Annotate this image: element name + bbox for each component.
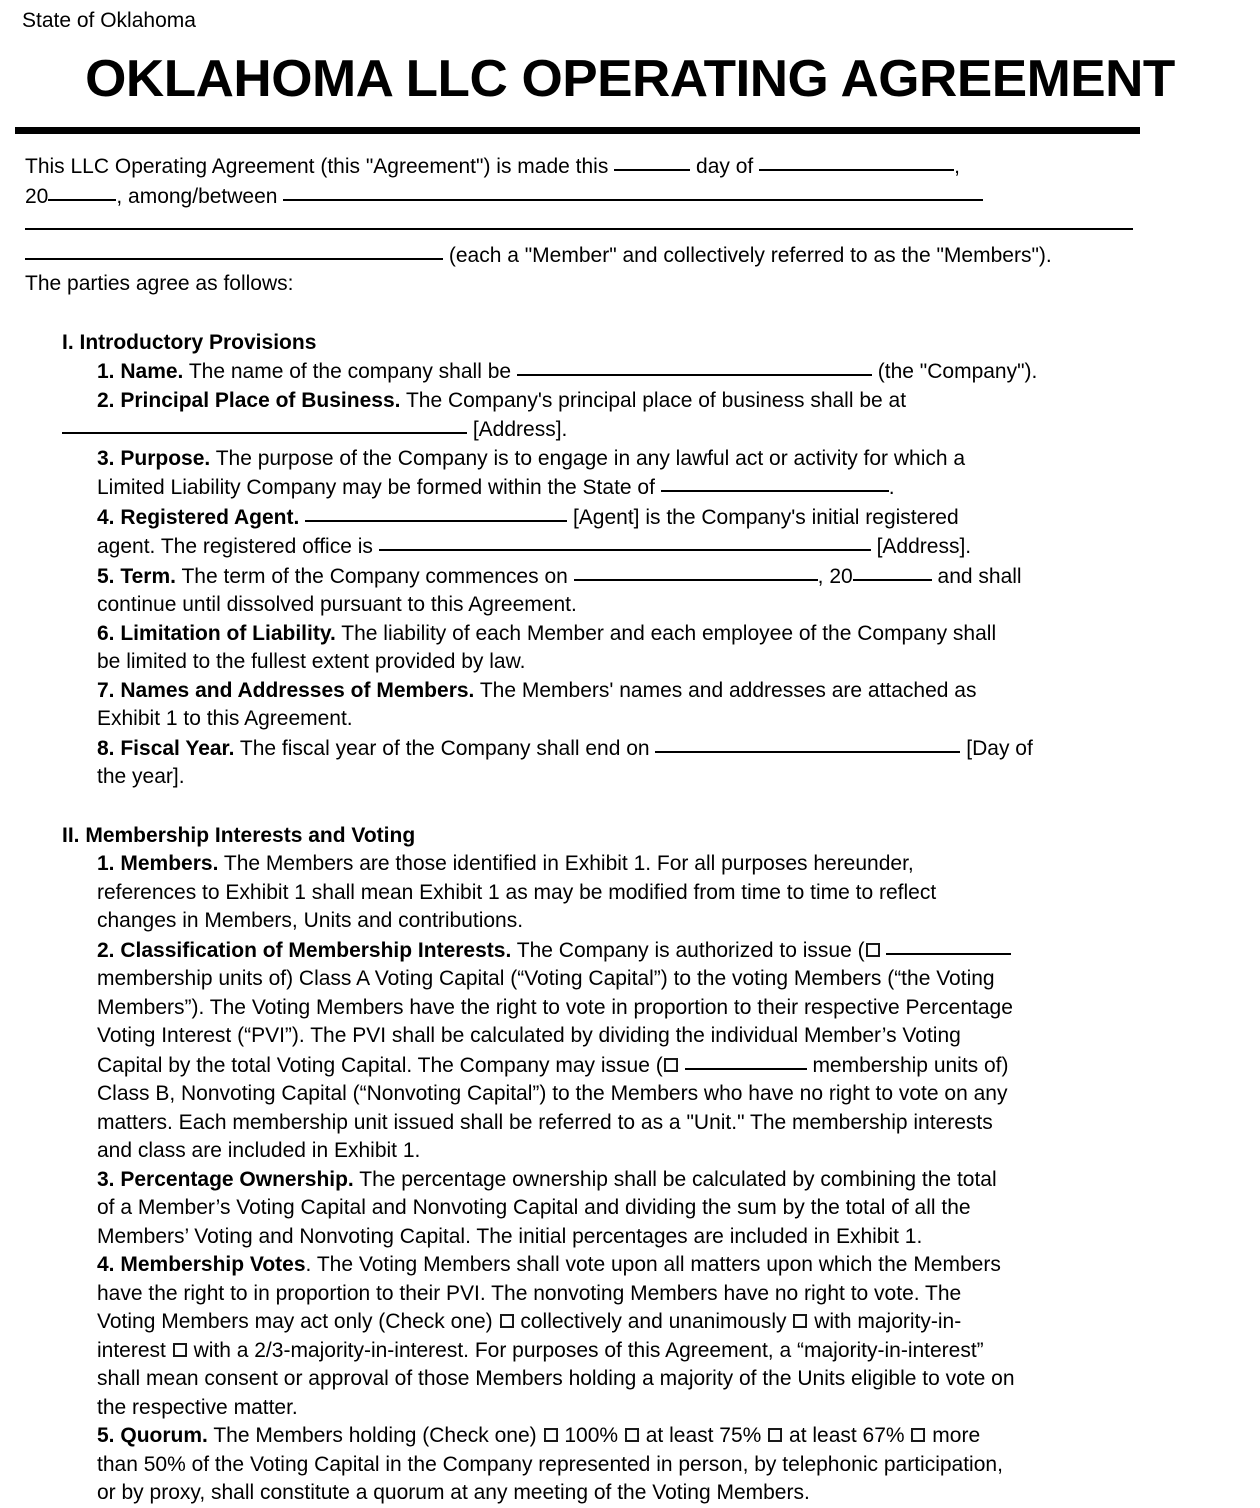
item-ii-1-text-a: The Members are those identified in Exhibit 1. For all purposes hereunder, xyxy=(223,852,914,875)
item-4-title: Registered Agent. xyxy=(120,505,300,529)
item-ii-1-title: Members. xyxy=(120,852,219,875)
item-ii-4-text-a: The Voting Members shall vote upon all matters upon which the Members xyxy=(316,1253,1001,1276)
item-4-text-c: [Address]. xyxy=(876,535,972,558)
item-ii-2-classification xyxy=(97,936,1132,1166)
item-ii-2-text-g: Class B, Nonvoting Capital (“Nonvoting Capital”) to the Members who have no right to vote on any xyxy=(97,1082,1008,1105)
item-2-text-b: [Address]. xyxy=(472,418,568,441)
intro-line-2 xyxy=(25,182,1140,212)
item-4-number: 4. xyxy=(97,505,115,529)
intro-line-4 xyxy=(25,241,1140,271)
item-8-number: 8. xyxy=(97,736,115,760)
item-6-number: 6. xyxy=(97,621,115,645)
intro-text-4a: (each a "Member" and collectively referred to as the "Members"). xyxy=(448,243,1052,267)
blank-commencement-year[interactable] xyxy=(853,562,932,581)
checkbox-quorum-67[interactable] xyxy=(768,1428,782,1442)
intro-text-2b: , among/between xyxy=(116,184,278,208)
blank-parties-1[interactable] xyxy=(283,182,983,201)
item-ii-2-number: 2. xyxy=(97,938,115,962)
item-ii-5-text-f: than 50% of the Voting Capital in the Company represented in person, by telephonic participation, xyxy=(97,1452,1003,1476)
item-1-title: Name. xyxy=(120,360,184,383)
item-5-number: 5. xyxy=(97,564,115,588)
item-1-text-a: The name of the company shall be xyxy=(188,360,512,383)
blank-agent-name[interactable] xyxy=(305,503,567,522)
checkbox-quorum-75[interactable] xyxy=(625,1428,639,1442)
item-ii-2-text-f: membership units of) xyxy=(812,1053,1009,1077)
item-8-text-c: the year]. xyxy=(97,765,185,788)
item-ii-5-text-b: 100% xyxy=(564,1424,619,1447)
blank-state[interactable] xyxy=(661,473,889,492)
item-ii-5-text-d: at least 67% xyxy=(789,1424,905,1447)
item-ii-3-title: Percentage Ownership. xyxy=(120,1167,354,1191)
intro-text-5: The parties agree as follows: xyxy=(25,272,294,295)
blank-class-b-units[interactable] xyxy=(685,1051,807,1070)
item-7-text-b: Exhibit 1 to this Agreement. xyxy=(97,707,353,730)
item-8-title: Fiscal Year. xyxy=(120,736,235,760)
item-ii-2-text-h: matters. Each membership unit issued shall be referred to as a "Unit." The membership interests xyxy=(97,1110,993,1134)
item-ii-4-text-f: interest xyxy=(97,1338,166,1362)
item-4-text-b: agent. The registered office is xyxy=(97,535,373,558)
checkbox-quorum-more-than-50[interactable] xyxy=(911,1428,925,1442)
blank-fiscal-year-end[interactable] xyxy=(655,734,960,753)
item-3-title: Purpose. xyxy=(120,446,211,470)
section-heading-1: I. Introductory Provisions xyxy=(62,330,317,354)
item-ii-4-text-d: collectively and unanimously xyxy=(520,1310,787,1333)
item-4-text-a: [Agent] is the Company's initial registered xyxy=(572,505,959,529)
item-ii-2-text-e: Capital by the total Voting Capital. The Company may issue ( xyxy=(97,1053,663,1077)
item-ii-4-text-h: shall mean consent or approval of those Members holding a majority of the Units eligible to vote on xyxy=(97,1367,1015,1390)
item-3-purpose xyxy=(97,445,1132,503)
checkbox-collectively-unanimously[interactable] xyxy=(500,1314,514,1328)
item-ii-3-text-b: of a Member’s Voting Capital and Nonvoting Capital and dividing the sum by the total of all the xyxy=(97,1196,971,1219)
intro-paragraph xyxy=(25,152,1140,299)
item-5-text-d: continue until dissolved pursuant to this Agreement. xyxy=(97,593,577,616)
item-ii-4-membership-votes xyxy=(97,1251,1132,1422)
intro-text-1c: , xyxy=(954,155,960,178)
title-divider xyxy=(15,127,1140,134)
item-ii-5-title: Quorum. xyxy=(120,1424,208,1447)
item-6-text-a: The liability of each Member and each employee of the Company shall xyxy=(341,621,997,645)
item-ii-4-text-i: the respective matter. xyxy=(97,1395,298,1419)
item-ii-2-text-a: The Company is authorized to issue ( xyxy=(516,938,865,962)
intro-text-1a: This LLC Operating Agreement (this "Agreement") is made this xyxy=(25,155,609,178)
intro-line-5 xyxy=(25,270,1140,299)
blank-parties-3[interactable] xyxy=(25,241,443,260)
item-ii-2-text-c: Members”). The Voting Members have the right to vote in proportion to their respective Percentage xyxy=(97,995,1013,1019)
checkbox-class-a-units[interactable] xyxy=(866,943,880,957)
item-8-fiscal-year xyxy=(97,734,1132,792)
item-6-text-b: be limited to the fullest extent provided by law. xyxy=(97,650,526,673)
item-ii-3-text-c: Members’ Voting and Nonvoting Capital. The initial percentages are included in Exhibit 1. xyxy=(97,1224,923,1248)
item-4-registered-agent xyxy=(97,503,1132,562)
item-2-text-a: The Company's principal place of business shall be at xyxy=(405,388,907,412)
checkbox-majority-in-interest[interactable] xyxy=(793,1314,807,1328)
intro-line-3 xyxy=(25,211,1140,241)
item-6-title: Limitation of Liability. xyxy=(120,621,336,645)
item-1-name xyxy=(97,357,1132,387)
item-ii-1-members xyxy=(97,850,1132,936)
blank-month[interactable] xyxy=(759,152,954,171)
item-ii-2-title: Classification of Membership Interests. xyxy=(120,938,512,962)
item-ii-4-text-b: have the right to in proportion to their PVI. The nonvoting Members have no right to vote. The xyxy=(97,1281,962,1305)
checkbox-two-thirds-majority[interactable] xyxy=(173,1343,187,1357)
item-ii-5-text-c: at least 75% xyxy=(645,1424,762,1447)
item-5-title: Term. xyxy=(120,564,176,588)
item-ii-3-text-a: The percentage ownership shall be calculated by combining the total xyxy=(359,1167,997,1191)
state-label: State of Oklahoma xyxy=(22,9,196,32)
item-7-number: 7. xyxy=(97,678,115,702)
item-3-number: 3. xyxy=(97,446,115,470)
blank-day[interactable] xyxy=(614,152,690,171)
intro-text-1b: day of xyxy=(696,155,754,178)
item-1-text-b: (the "Company"). xyxy=(877,360,1038,383)
item-ii-3-percentage-ownership xyxy=(97,1166,1132,1252)
blank-year[interactable] xyxy=(48,182,116,201)
item-ii-1-number: 1. xyxy=(97,852,115,875)
item-2-address-line xyxy=(62,415,1097,445)
item-ii-4-number: 4. xyxy=(97,1253,115,1276)
checkbox-quorum-100[interactable] xyxy=(544,1428,558,1442)
item-ii-4-text-c: Voting Members may act only (Check one) xyxy=(97,1310,493,1333)
item-2-number: 2. xyxy=(97,388,115,412)
blank-commencement-date[interactable] xyxy=(574,562,818,581)
item-2-title: Principal Place of Business. xyxy=(120,388,401,412)
item-ii-2-text-d: Voting Interest (“PVI”). The PVI shall be calculated by dividing the individual Member’s Voting xyxy=(97,1024,961,1047)
item-8-text-a: The fiscal year of the Company shall end on xyxy=(239,736,650,760)
item-5-term xyxy=(97,562,1132,620)
item-5-text-b: , 20 xyxy=(817,564,853,588)
intro-text-2a: 20 xyxy=(25,184,49,208)
item-7-names-addresses xyxy=(97,677,1132,734)
checkbox-class-b-units[interactable] xyxy=(664,1058,678,1072)
item-5-text-a: The term of the Company commences on xyxy=(181,564,568,588)
item-7-title: Names and Addresses of Members. xyxy=(120,678,475,702)
item-3-text-c: . xyxy=(888,476,895,499)
item-5-text-c: and shall xyxy=(937,564,1022,588)
item-ii-4-title-suffix: . xyxy=(305,1253,312,1276)
section-membership-interests xyxy=(0,822,1260,1508)
item-ii-4-text-g: with a 2/3-majority-in-interest. For purposes of this Agreement, a “majority-in-interest” xyxy=(193,1338,984,1362)
page-title: OKLAHOMA LLC OPERATING AGREEMENT xyxy=(85,50,1175,108)
item-ii-2-text-i: and class are included in Exhibit 1. xyxy=(97,1139,421,1162)
blank-company-name[interactable] xyxy=(517,357,872,376)
item-ii-1-text-b: references to Exhibit 1 shall mean Exhibit 1 as may be modified from time to time to reflect xyxy=(97,880,937,904)
item-8-text-b: [Day of xyxy=(966,736,1033,760)
blank-registered-office[interactable] xyxy=(379,532,871,551)
item-ii-3-number: 3. xyxy=(97,1167,115,1191)
item-ii-4-text-e: with majority-in- xyxy=(814,1310,962,1333)
item-ii-5-text-a: The Members holding (Check one) xyxy=(213,1424,537,1447)
blank-business-address[interactable] xyxy=(62,415,467,434)
item-ii-4-title: Membership Votes xyxy=(120,1253,306,1276)
item-2-principal-place xyxy=(97,387,1132,416)
section-heading-2: II. Membership Interests and Voting xyxy=(62,823,416,847)
item-ii-5-text-e: more xyxy=(932,1424,981,1447)
item-3-text-b: Limited Liability Company may be formed within the State of xyxy=(97,476,655,499)
intro-line-1 xyxy=(25,152,1140,182)
item-1-number: 1. xyxy=(97,360,115,383)
item-ii-5-number: 5. xyxy=(97,1424,115,1447)
item-ii-2-text-b: membership units of) Class A Voting Capital (“Voting Capital”) to the voting Members (“the Voting xyxy=(97,967,995,990)
item-ii-5-quorum xyxy=(97,1422,1132,1508)
item-3-text-a: The purpose of the Company is to engage in any lawful act or activity for which a xyxy=(215,446,966,470)
blank-class-a-units[interactable] xyxy=(886,936,1011,955)
section-introductory-provisions xyxy=(0,329,1260,792)
document-body xyxy=(0,152,1260,1508)
item-7-text-a: The Members' names and addresses are attached as xyxy=(479,678,977,702)
item-6-limitation-liability xyxy=(97,620,1132,677)
blank-parties-2[interactable] xyxy=(25,211,1133,230)
item-ii-5-text-g: or by proxy, shall constitute a quorum at any meeting of the Voting Members. xyxy=(97,1481,810,1504)
item-ii-1-text-c: changes in Members, Units and contributions. xyxy=(97,909,524,932)
